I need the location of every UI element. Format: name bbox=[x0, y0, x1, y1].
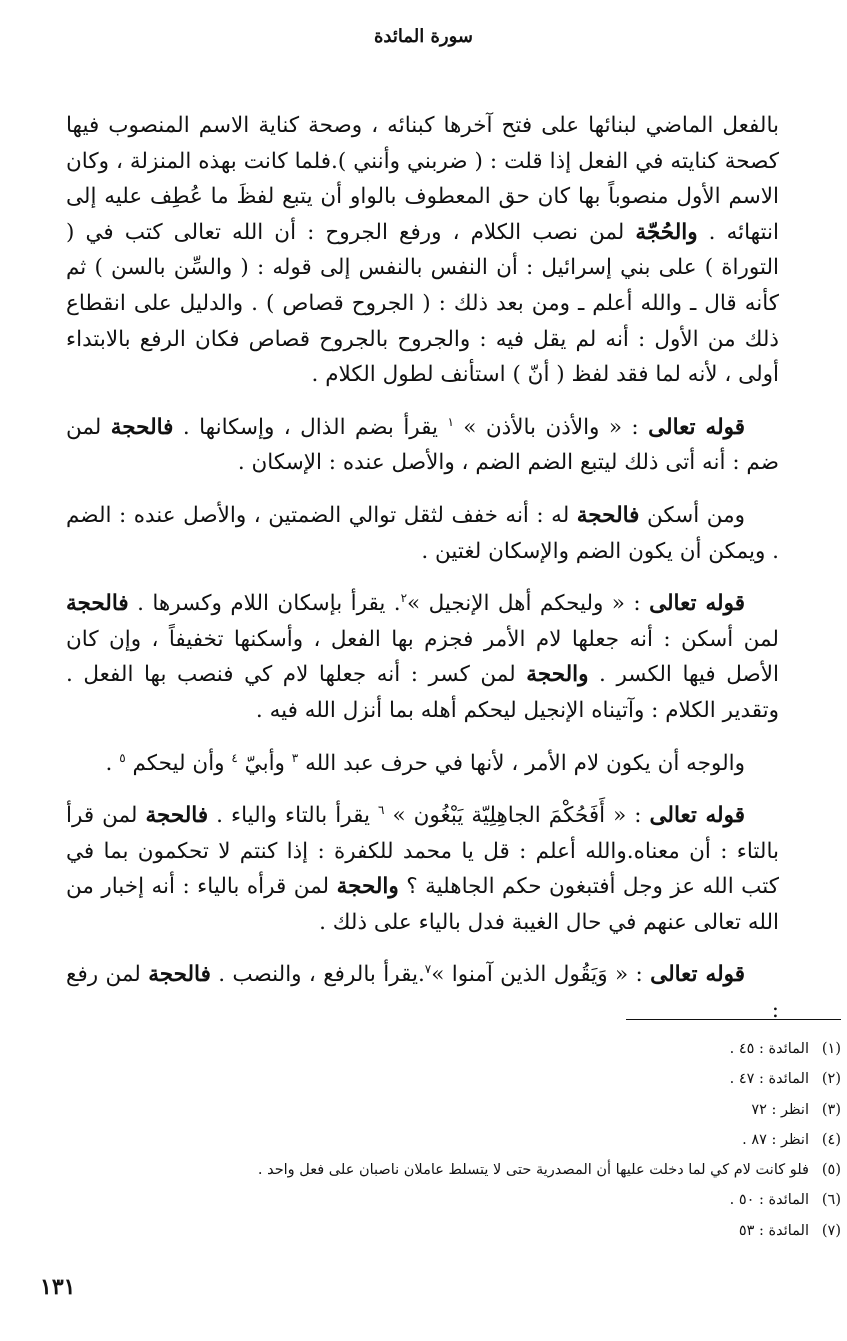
bold-keyword: فالحجة bbox=[66, 591, 129, 617]
bold-keyword: فالحجة bbox=[576, 502, 640, 528]
footnote-text: المائدة : ٤٥ . bbox=[729, 1041, 809, 1057]
text-run: لمن كسر : أنه جعلها لام كي فنصب بها الفعل . وتقدير الكلام : وآتيناه الإنجيل ليحكم أهله بما أنزل الله فيه . bbox=[66, 662, 779, 723]
text-run: بالفعل الماضي لبنائها على فتح آخرها كبنائه ، وصحة كناية الاسم المنصوب فيها كصحة كنايته في الفعل إذا قلت : ( ضربني وأنني ).فلما كانت بهذه المنزلة ، وكان الاسم الأول منصوباً بها كان حق المعطوف بالواو أن يتبع لفظَ ما عُطِف عليه إلى انتهائه . bbox=[66, 113, 779, 245]
page-header: سورة المائدة bbox=[373, 26, 474, 47]
footnote-ref: ٧ bbox=[424, 962, 432, 977]
footnote bbox=[120, 1155, 841, 1185]
text-run: لمن قرأه بالياء : أنه إخبار من الله تعالى عنهم في حال الغيبة فدل بالياء على ذلك . bbox=[66, 874, 779, 935]
footnote-number: (٧) bbox=[821, 1222, 841, 1239]
footnote-number: (٣) bbox=[821, 1101, 841, 1118]
footnote-ref: ٦ bbox=[377, 802, 385, 817]
bold-keyword: فالحجة bbox=[148, 962, 211, 988]
footnote-text: فلو كانت لام كي لما دخلت عليها أن المصدرية حتى لا يتسلط عاملان ناصبان على فعل واحد . bbox=[257, 1162, 809, 1179]
footnote-text: المائدة : ٥٣ bbox=[738, 1222, 809, 1239]
footnote-number: (١) bbox=[821, 1041, 841, 1057]
main-text bbox=[66, 108, 779, 1046]
footnote-number: (٢) bbox=[821, 1071, 841, 1088]
text-run: لمن رفع : bbox=[66, 962, 779, 1024]
footnote bbox=[120, 1095, 841, 1125]
text-run: . bbox=[105, 750, 120, 776]
footnote bbox=[120, 1064, 841, 1094]
footnote-text: المائدة : ٥٠ . bbox=[729, 1192, 809, 1209]
paragraph bbox=[66, 746, 779, 782]
bold-keyword: والحُجّة bbox=[635, 219, 698, 245]
text-run: والوجه أن يكون لام الأمر ، لأنها في حرف عبد الله bbox=[298, 750, 745, 776]
footnote-ref: ٣ bbox=[291, 750, 299, 765]
paragraph bbox=[66, 957, 779, 1028]
text-run: لمن أسكن : أنه جعلها لام الأمر فجزم بها الفعل ، وأسكنها تخفيفاً ، وإن كان الأصل فيها الكسر . bbox=[66, 626, 779, 688]
paragraph bbox=[66, 798, 779, 940]
text-run: : « وَيَقُول الذين آمنوا » bbox=[431, 962, 651, 988]
footnote bbox=[120, 1185, 841, 1215]
text-run: وأن ليحكم bbox=[125, 750, 232, 776]
bold-keyword: والحجة bbox=[336, 874, 399, 900]
paragraph bbox=[66, 410, 779, 481]
bold-keyword: والحجة bbox=[526, 662, 589, 688]
text-run: : « أَفَحُكْمَ الجاهِلِيّة يَبْغُون » bbox=[384, 803, 650, 829]
text-run: له : أنه خفف لثقل توالي الضمتين ، والأصل عنده : الضم . ويمكن أن يكون الضم والإسكان لغتين . bbox=[66, 502, 779, 564]
footnote-divider bbox=[626, 1019, 841, 1020]
footnote-ref: ٤ bbox=[231, 750, 238, 765]
bold-keyword: قوله تعالى bbox=[649, 591, 745, 617]
text-run: لمن ضم : أنه أتى ذلك ليتبع الضم الضم ، والأصل عنده : الإسكان . bbox=[66, 414, 779, 476]
footnote-number: (٥) bbox=[821, 1162, 841, 1179]
footnote-text: انظر : ٧٢ bbox=[751, 1101, 809, 1118]
paragraph bbox=[66, 108, 779, 393]
footnote-ref: ٥ bbox=[119, 750, 126, 765]
footnote-ref: ١ bbox=[447, 414, 454, 429]
footnote-number: (٦) bbox=[821, 1192, 841, 1209]
footnote-number: (٤) bbox=[821, 1131, 841, 1148]
text-run: لمن نصب الكلام ، ورفع الجروح : أن الله تعالى كتب في ( التوراة ) على بني إسرائيل : أن النفس بالنفس إلى قوله : ( والسِّن بالسن ) ثم كأنه قال ـ والله أعلم ـ ومن بعد ذلك : ( الجروح قصاص ) . والدليل على انقطاع ذلك من الأول : أنه لم يقل فيه : والجروح بالجروح قصاص فكان الرفع بالابتداء أولى ، لأنه لما فقد لفظ ( أنّ ) استأنف لطول الكلام . bbox=[66, 219, 779, 388]
bold-keyword: قوله تعالى bbox=[650, 962, 746, 988]
footnote-text: المائدة : ٤٧ . bbox=[729, 1071, 809, 1088]
text-run: يقرأ بالتاء والياء . bbox=[208, 803, 378, 829]
footnote-text: انظر : ٨٧ . bbox=[742, 1131, 809, 1148]
footnote bbox=[120, 1034, 841, 1064]
bold-keyword: فالحجة bbox=[110, 414, 174, 440]
footnote bbox=[120, 1125, 841, 1155]
text-run: وأبيّ bbox=[237, 750, 292, 776]
bold-keyword: قوله تعالى bbox=[649, 803, 745, 829]
text-run: لمن قرأ بالتاء : أن معناه.والله أعلم : قل يا محمد للكفرة : إذا كنتم لا تحكمون بما في كتب الله عز وجل أفتبغون حكم الجاهلية ؟ bbox=[66, 803, 779, 900]
paragraph bbox=[66, 498, 779, 569]
page-number: ١٣١ bbox=[40, 1274, 76, 1300]
bold-keyword: فالحجة bbox=[145, 803, 209, 829]
footnote bbox=[120, 1216, 841, 1246]
footnote-ref: ٢ bbox=[400, 590, 408, 605]
text-run: : « والأذن بالأذن » bbox=[453, 414, 649, 440]
text-run: .يقرأ بالرفع ، والنصب . bbox=[210, 962, 425, 988]
paragraph bbox=[66, 586, 779, 728]
footnotes bbox=[120, 1034, 841, 1246]
text-run: يقرأ بضم الذال ، وإسكانها . bbox=[173, 414, 448, 440]
bold-keyword: قوله تعالى bbox=[648, 414, 746, 440]
text-run: . يقرأ بإسكان اللام وكسرها . bbox=[128, 591, 401, 617]
text-run: : « وليحكم أهل الإنجيل » bbox=[407, 591, 650, 617]
text-run: ومن أسكن bbox=[639, 502, 745, 528]
